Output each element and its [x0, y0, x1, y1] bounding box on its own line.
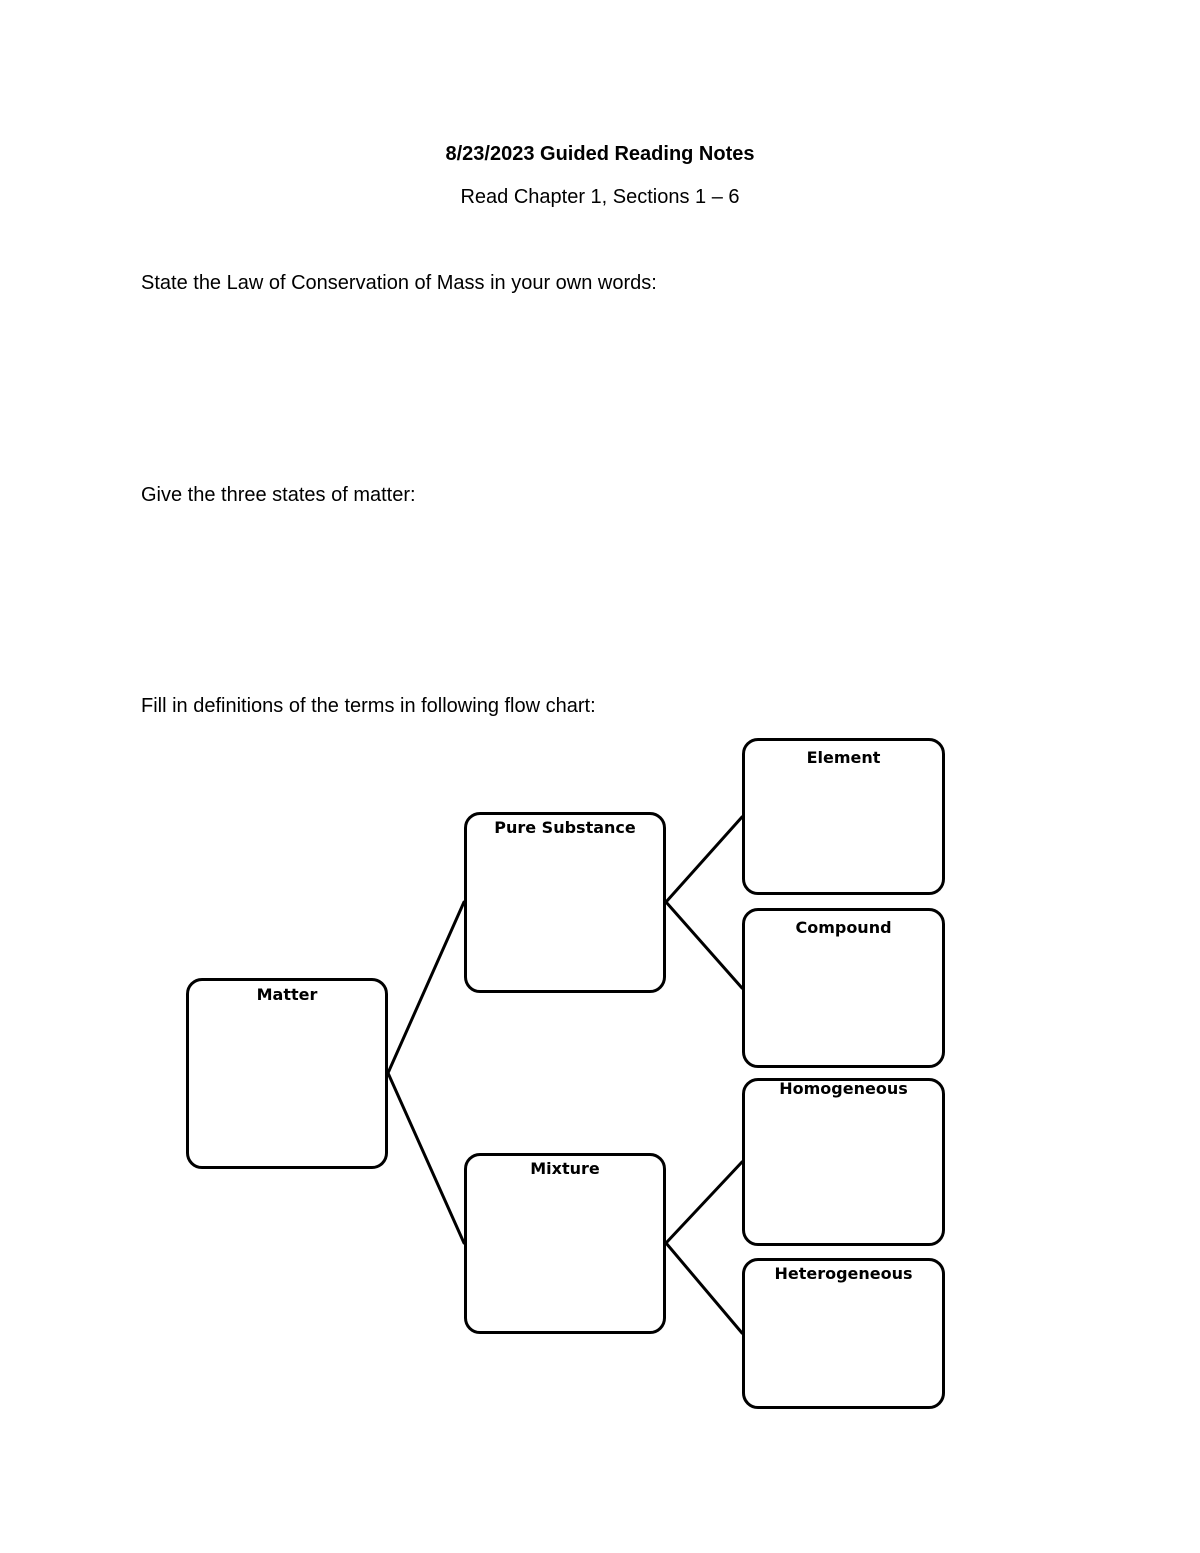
connector-pure-substance-compound	[666, 902, 742, 988]
flowchart-label-element: Element	[806, 748, 881, 767]
flowchart-label-homogeneous: Homogeneous	[779, 1079, 908, 1098]
page-title: 8/23/2023 Guided Reading Notes	[445, 143, 755, 165]
flowchart-box-element[interactable]	[742, 738, 945, 895]
connector-mixture-homogeneous	[666, 1162, 742, 1243]
flowchart-box-compound[interactable]	[742, 908, 945, 1068]
flowchart-box-heterogeneous[interactable]	[742, 1258, 945, 1409]
connector-matter-pure-substance	[388, 902, 464, 1073]
flowchart-box-matter[interactable]	[186, 978, 388, 1169]
flowchart-label-heterogeneous: Heterogeneous	[774, 1264, 913, 1283]
question-states-of-matter: Give the three states of matter:	[141, 484, 416, 506]
connector-matter-mixture	[388, 1073, 464, 1243]
connector-mixture-heterogeneous	[666, 1243, 742, 1333]
flowchart-box-mixture[interactable]	[464, 1153, 666, 1334]
question-conservation-of-mass: State the Law of Conservation of Mass in your own words:	[141, 272, 657, 294]
flowchart-label-pure-substance: Pure Substance	[494, 818, 636, 837]
flowchart-label-matter: Matter	[256, 985, 318, 1004]
connector-pure-substance-element	[666, 817, 742, 902]
flowchart-box-pure-substance[interactable]	[464, 812, 666, 993]
flowchart-label-mixture: Mixture	[530, 1159, 600, 1178]
flowchart-box-homogeneous[interactable]	[742, 1078, 945, 1246]
question-flow-chart-instructions: Fill in definitions of the terms in following flow chart:	[141, 695, 596, 717]
flowchart-label-compound: Compound	[795, 918, 892, 937]
reading-assignment: Read Chapter 1, Sections 1 – 6	[460, 186, 740, 208]
